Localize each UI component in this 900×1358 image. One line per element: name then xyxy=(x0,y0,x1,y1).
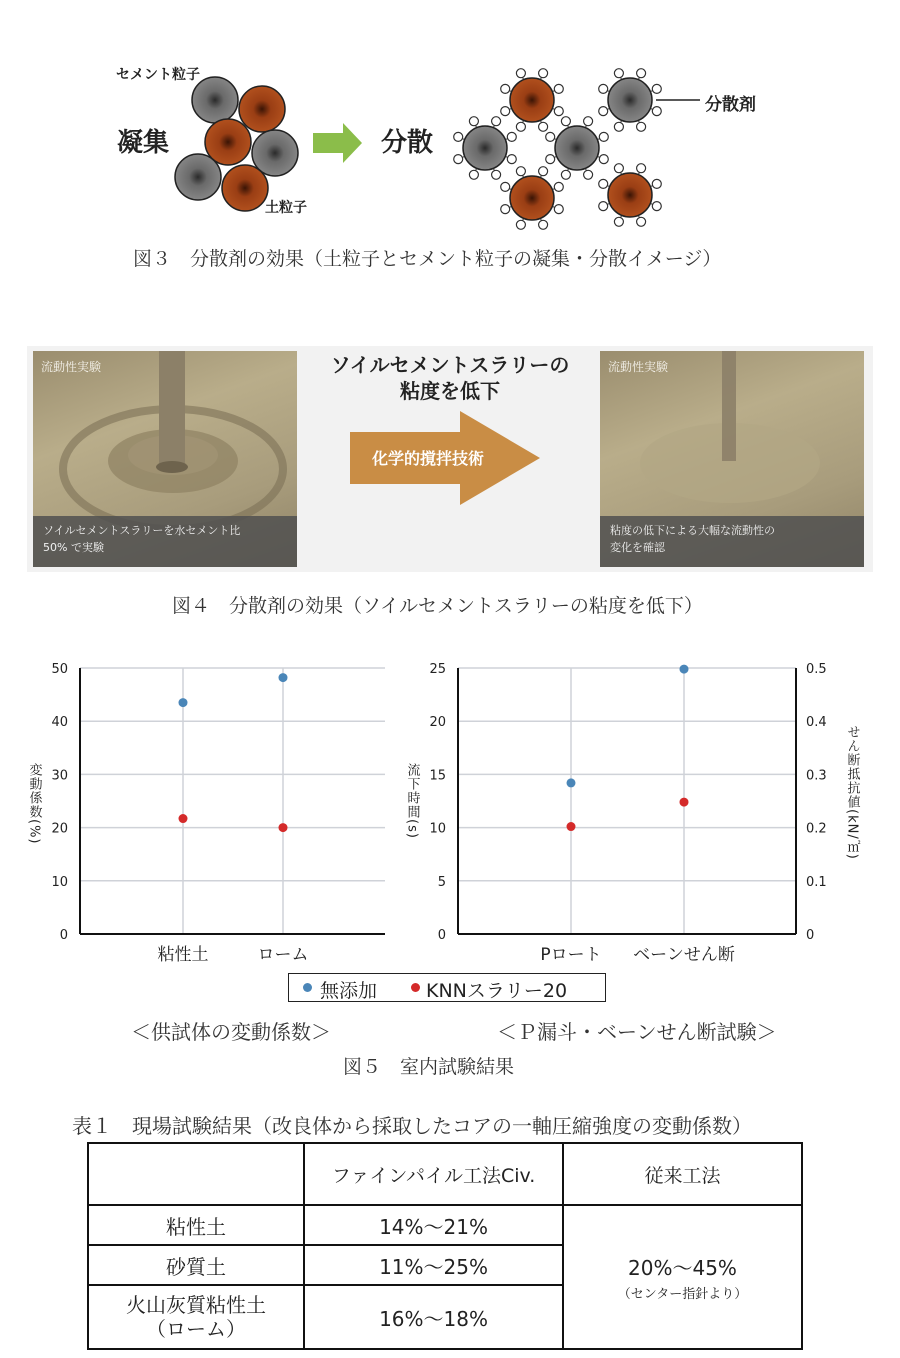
dispersant-dot xyxy=(652,202,661,211)
dispersant-dot xyxy=(539,167,548,176)
dispersant-dot xyxy=(614,217,623,226)
dispersant-dot xyxy=(561,170,570,179)
x-category-label: 粘性土 xyxy=(157,945,209,965)
merged-note: （センター指針より） xyxy=(617,1287,748,1302)
merged-value: 20%～45% xyxy=(628,1256,737,1280)
dispersant-dot xyxy=(554,107,563,116)
y-tick-label: 10 xyxy=(51,874,68,890)
dispersant-dot xyxy=(539,69,548,78)
dispersed-particles xyxy=(454,69,662,230)
row-label-line1: 火山灰質粘性土 xyxy=(126,1293,267,1317)
dispersant-dot xyxy=(637,217,646,226)
green-arrow-icon xyxy=(313,123,362,163)
y-axis-label: 流下時間(s) xyxy=(404,763,420,839)
x-category-label: ベーンせん断 xyxy=(633,945,735,965)
dispersant-dot xyxy=(501,84,510,93)
y-tick-label: 40 xyxy=(51,715,68,731)
data-point xyxy=(179,814,188,823)
chart-coefficient-of-variation xyxy=(20,655,400,970)
dispersant-dot xyxy=(584,170,593,179)
dispersant-dot xyxy=(614,69,623,78)
y2-tick-label: 0.2 xyxy=(806,821,827,837)
y-tick-label: 20 xyxy=(51,821,68,837)
cement-particle xyxy=(463,126,507,170)
y-tick-label: 10 xyxy=(429,821,446,837)
cement-particle xyxy=(175,154,221,200)
results-table xyxy=(87,1142,803,1350)
soil-particle xyxy=(510,176,554,220)
dispersant-dot xyxy=(516,220,525,229)
dispersant-label: 分散剤 xyxy=(705,95,756,115)
table1-caption: 表１ 現場試験結果（改良体から採取したコアの一軸圧縮強度の変動係数） xyxy=(72,1114,752,1138)
soil-particle xyxy=(222,165,268,211)
soil-particle-label: 土粒子 xyxy=(265,200,307,216)
row-label xyxy=(88,1285,304,1349)
data-point xyxy=(179,698,188,707)
row-value: 14%～21% xyxy=(304,1205,563,1245)
dispersant-dot xyxy=(516,69,525,78)
data-point xyxy=(680,798,689,807)
fig3-caption: 図３ 分散剤の効果（土粒子とセメント粒子の凝集・分散イメージ） xyxy=(133,248,722,270)
dispersant-dot xyxy=(539,220,548,229)
chart1-subtitle: ＜供試体の変動係数＞ xyxy=(131,1020,331,1044)
table-header-row xyxy=(88,1143,802,1205)
right-photo-tag: 流動性実験 xyxy=(608,360,669,374)
left-note-line2: 50% で実験 xyxy=(43,541,104,554)
y-axis-label: 変動係数(%) xyxy=(26,763,42,845)
left-photo-tag: 流動性実験 xyxy=(41,360,102,374)
dispersant-dot xyxy=(599,132,608,141)
table-header-cell xyxy=(88,1143,304,1205)
right-photo-note xyxy=(600,516,864,567)
x-category-label: Pロート xyxy=(540,945,602,965)
y2-tick-label: 0.1 xyxy=(806,874,827,890)
y-tick-label: 0 xyxy=(437,928,446,943)
fig4-caption: 図４ 分散剤の効果（ソイルセメントスラリーの粘度を低下） xyxy=(172,595,703,617)
cement-particle xyxy=(608,78,652,122)
table-row xyxy=(88,1205,802,1245)
y2-tick-label: 0.4 xyxy=(806,715,827,731)
dispersant-dot xyxy=(554,84,563,93)
cement-particle-label: セメント粒子 xyxy=(116,67,200,83)
right-note-line1: 粘度の低下による大幅な流動性の xyxy=(610,524,775,537)
dispersant-dot xyxy=(516,122,525,131)
left-photo-note xyxy=(33,516,297,567)
dispersant-dot xyxy=(539,122,548,131)
dispersant-dot xyxy=(614,164,623,173)
dispersant-dot xyxy=(599,155,608,164)
row-value: 11%～25% xyxy=(304,1245,563,1285)
right-photo xyxy=(600,351,864,567)
y-tick-label: 20 xyxy=(429,715,446,731)
dispersant-dot xyxy=(652,179,661,188)
y2-tick-label: 0.5 xyxy=(806,662,827,677)
dispersant-dot xyxy=(554,182,563,191)
data-point xyxy=(567,822,576,831)
dispersant-dot xyxy=(554,205,563,214)
data-point xyxy=(680,665,689,674)
row-label: 粘性土 xyxy=(88,1205,304,1245)
dispersant-dot xyxy=(546,155,555,164)
right-note-line2: 変化を確認 xyxy=(610,541,665,554)
y2-tick-label: 0 xyxy=(806,928,815,943)
y-tick-label: 50 xyxy=(51,662,68,677)
dispersant-dot xyxy=(501,107,510,116)
data-point xyxy=(567,778,576,787)
fig3-diagram xyxy=(100,55,800,230)
y-tick-label: 30 xyxy=(51,768,68,784)
dispersant-dot xyxy=(454,155,463,164)
table-header-cell: 従来工法 xyxy=(563,1143,802,1205)
legend-label-no-additive: 無添加 xyxy=(320,980,378,1002)
dispersant-dot xyxy=(652,84,661,93)
table-header-cell: ファインパイル工法Civ. xyxy=(304,1143,563,1205)
dispersant-dot xyxy=(507,155,516,164)
dispersant-dot xyxy=(492,170,501,179)
dispersant-dot xyxy=(599,84,608,93)
chart-p-funnel-vane-shear xyxy=(400,655,870,970)
chart2-subtitle: ＜Ｐ漏斗・ベーンせん断試験＞ xyxy=(497,1020,777,1044)
y2-axis-label: せん断抵抗値(kN/㎡) xyxy=(844,725,860,860)
dispersant-dot xyxy=(599,202,608,211)
left-photo xyxy=(33,351,297,567)
dispersant-dot xyxy=(599,179,608,188)
merged-conventional-cell xyxy=(563,1205,802,1349)
aggregation-label: 凝集 xyxy=(117,128,170,158)
cement-particle xyxy=(555,126,599,170)
y-tick-label: 15 xyxy=(429,768,446,784)
dispersant-dot xyxy=(501,182,510,191)
dispersant-dot xyxy=(599,107,608,116)
dispersant-dot xyxy=(516,167,525,176)
row-label: 砂質土 xyxy=(88,1245,304,1285)
soil-particle xyxy=(510,78,554,122)
row-label-line2: （ローム） xyxy=(146,1317,247,1341)
left-note-line1: ソイルセメントスラリーを水セメント比 xyxy=(43,524,241,537)
dispersion-label: 分散 xyxy=(381,128,434,158)
y-tick-label: 25 xyxy=(429,662,446,677)
dispersant-dot xyxy=(469,170,478,179)
legend-dot-no-additive xyxy=(303,983,312,992)
row-value: 16%～18% xyxy=(304,1285,563,1349)
dispersant-dot xyxy=(454,132,463,141)
y2-tick-label: 0.3 xyxy=(806,768,827,784)
dispersant-dot xyxy=(501,205,510,214)
dispersant-dot xyxy=(492,117,501,126)
x-category-label: ローム xyxy=(257,945,309,965)
dispersant-dot xyxy=(614,122,623,131)
data-point xyxy=(279,673,288,682)
y-tick-label: 5 xyxy=(437,874,446,890)
dispersant-dot xyxy=(584,117,593,126)
dispersant-dot xyxy=(637,69,646,78)
fig5-caption: 図５ 室内試験結果 xyxy=(343,1056,515,1078)
fig4-title-line1: ソイルセメントスラリーの xyxy=(330,353,570,377)
dispersant-dot xyxy=(561,117,570,126)
fig4-title-line2: 粘度を低下 xyxy=(400,379,500,403)
dispersant-dot xyxy=(652,107,661,116)
dispersant-dot xyxy=(507,132,516,141)
chart-legend xyxy=(288,973,606,1002)
dispersant-dot xyxy=(469,117,478,126)
fig4-title xyxy=(312,352,588,404)
soil-particle xyxy=(608,173,652,217)
legend-label-knn: KNNスラリー20 xyxy=(426,980,568,1002)
aggregated-particles xyxy=(175,77,298,211)
dispersant-dot xyxy=(637,122,646,131)
legend-dot-knn xyxy=(411,983,420,992)
data-point xyxy=(279,823,288,832)
soil-particle xyxy=(239,86,285,132)
dispersant-dot xyxy=(637,164,646,173)
y-tick-label: 0 xyxy=(59,928,68,943)
arrow-text: 化学的撹拌技術 xyxy=(372,449,485,468)
dispersant-dot xyxy=(546,132,555,141)
